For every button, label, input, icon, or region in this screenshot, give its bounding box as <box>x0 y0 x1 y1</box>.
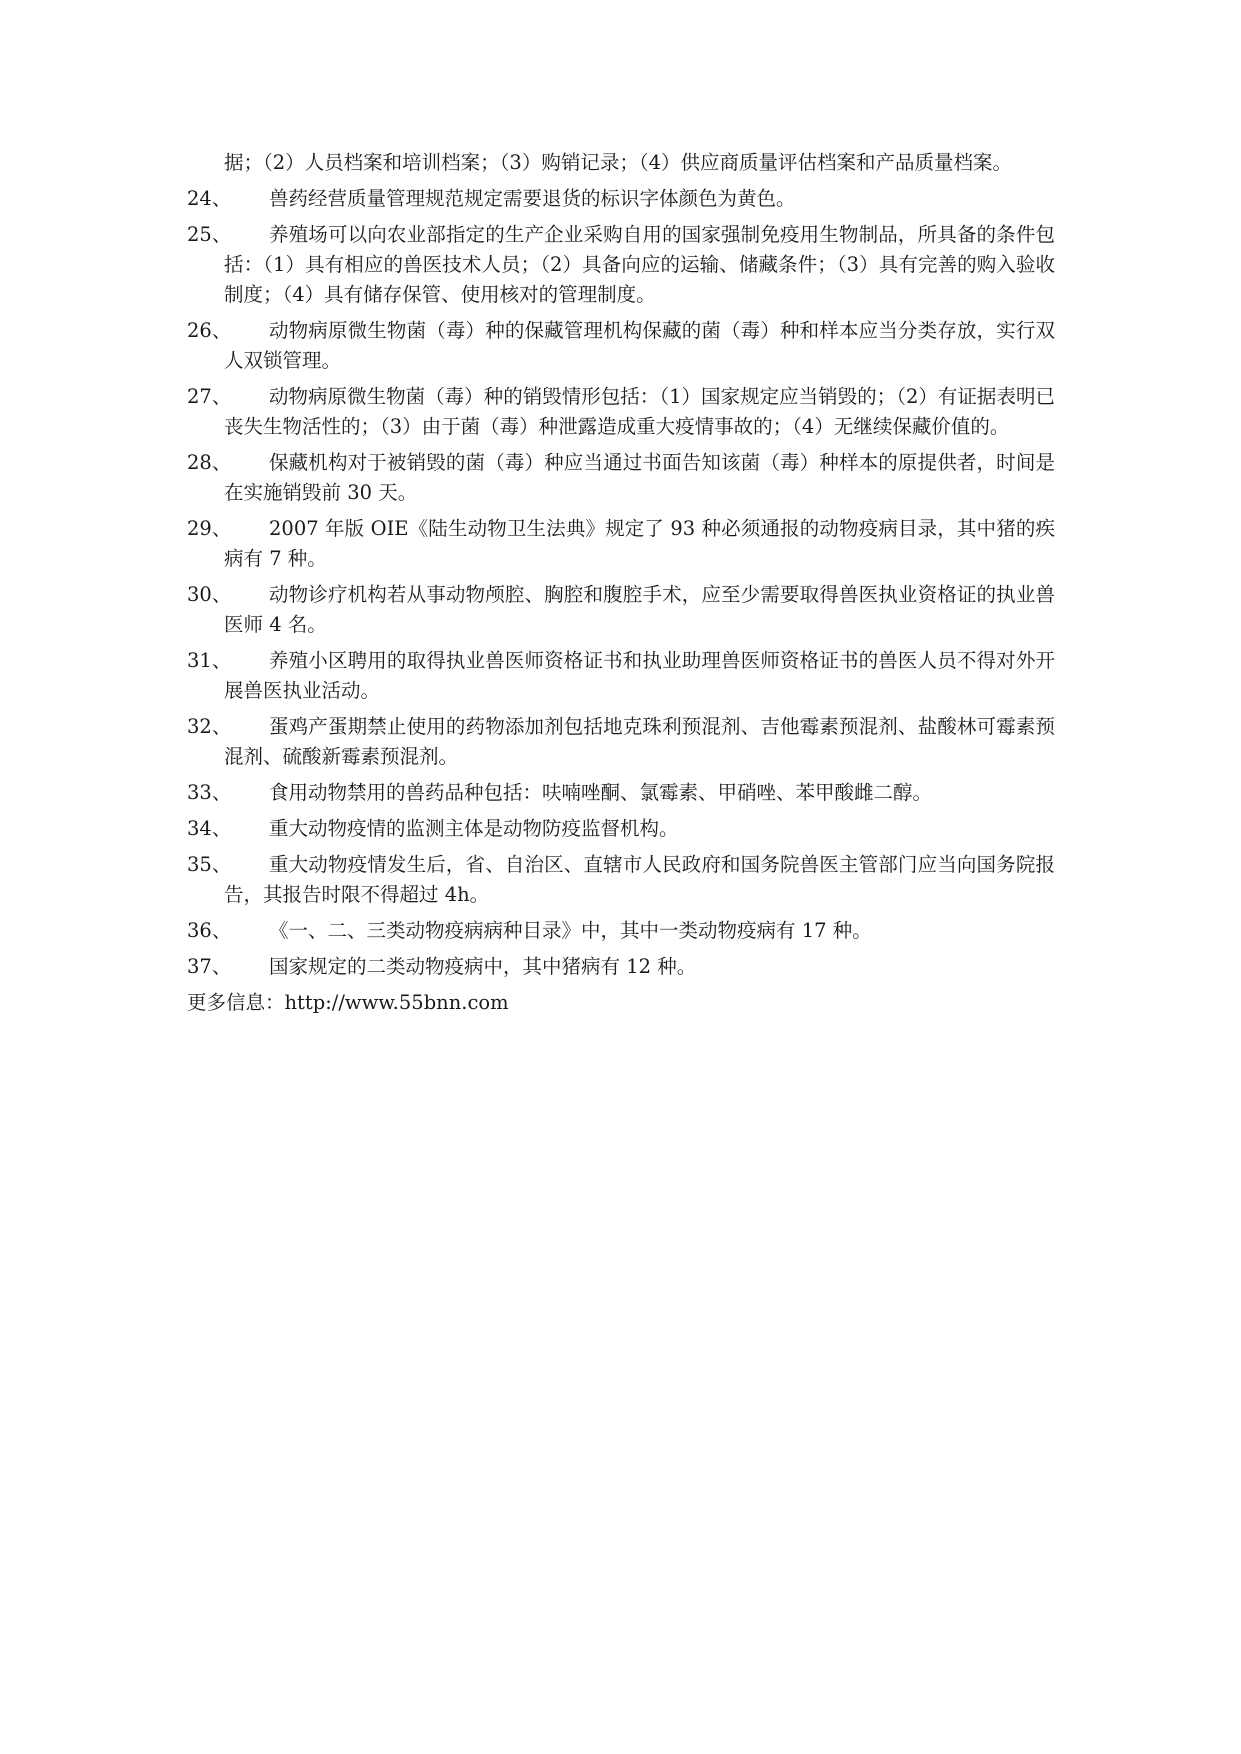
item-number: 34、 <box>187 817 232 840</box>
item-text: 动物诊疗机构若从事动物颅腔、胸腔和腹腔手术，应至少需要取得兽医执业资格证的执业兽医师 4 名。 <box>224 583 1055 636</box>
item-text: 养殖小区聘用的取得执业兽医师资格证书和执业助理兽医师资格证书的兽医人员不得对外开展兽医执业活动。 <box>224 649 1055 702</box>
item-number: 37、 <box>187 955 232 978</box>
item-number: 35、 <box>187 853 232 876</box>
item-text: 国家规定的二类动物疫病中，其中猪病有 12 种。 <box>269 955 697 978</box>
list-item <box>187 514 1055 574</box>
item-text: 兽药经营质量管理规范规定需要退货的标识字体颜色为黄色。 <box>269 187 796 210</box>
item-number: 30、 <box>187 583 232 606</box>
item-text: 重大动物疫情的监测主体是动物防疫监督机构。 <box>269 817 679 840</box>
document-body <box>187 148 1055 1018</box>
item-number: 24、 <box>187 187 232 210</box>
item-text: 重大动物疫情发生后，省、自治区、直辖市人民政府和国务院兽医主管部门应当向国务院报告，其报告时限不得超过 4h。 <box>224 853 1055 906</box>
list-item <box>187 646 1055 706</box>
item-text: 保藏机构对于被销毁的菌（毒）种应当通过书面告知该菌（毒）种样本的原提供者，时间是在实施销毁前 30 天。 <box>224 451 1055 504</box>
list-item <box>187 184 1055 214</box>
item-number: 25、 <box>187 223 232 246</box>
item-number: 36、 <box>187 919 232 942</box>
list-item <box>187 952 1055 982</box>
item-number: 32、 <box>187 715 232 738</box>
list-item <box>187 814 1055 844</box>
item-number: 26、 <box>187 319 232 342</box>
item-text: 《一、二、三类动物疫病病种目录》中，其中一类动物疫病有 17 种。 <box>269 919 872 942</box>
item-number: 29、 <box>187 517 232 540</box>
item-text: 蛋鸡产蛋期禁止使用的药物添加剂包括地克珠利预混剂、吉他霉素预混剂、盐酸林可霉素预混剂、硫酸新霉素预混剂。 <box>224 715 1055 768</box>
more-info-footer: 更多信息：http://www.55bnn.com <box>187 991 509 1014</box>
list-item <box>187 850 1055 910</box>
list-item <box>187 580 1055 640</box>
continuation-paragraph <box>187 148 1055 178</box>
continuation-text: 据；（2）人员档案和培训档案；（3）购销记录；（4）供应商质量评估档案和产品质量档案。 <box>224 151 1012 174</box>
item-text: 动物病原微生物菌（毒）种的保藏管理机构保藏的菌（毒）种和样本应当分类存放，实行双人双锁管理。 <box>224 319 1055 372</box>
list-item <box>187 712 1055 772</box>
item-number: 33、 <box>187 781 232 804</box>
list-item <box>187 778 1055 808</box>
item-number: 27、 <box>187 385 232 408</box>
list-item <box>187 448 1055 508</box>
item-text: 养殖场可以向农业部指定的生产企业采购自用的国家强制免疫用生物制品，所具备的条件包括：（1）具有相应的兽医技术人员；（2）具备向应的运输、储藏条件；（3）具有完善的购入验收制度；（4）具有储存保管、使用核对的管理制度。 <box>224 223 1055 306</box>
item-text: 2007 年版 OIE《陆生动物卫生法典》规定了 93 种必须通报的动物疫病目录，其中猪的疾病有 7 种。 <box>224 517 1055 570</box>
item-text: 食用动物禁用的兽药品种包括：呋喃唑酮、氯霉素、甲硝唑、苯甲酸雌二醇。 <box>269 781 933 804</box>
item-number: 31、 <box>187 649 232 672</box>
item-number: 28、 <box>187 451 232 474</box>
list-item <box>187 220 1055 310</box>
list-item <box>187 916 1055 946</box>
list-item <box>187 382 1055 442</box>
item-text: 动物病原微生物菌（毒）种的销毁情形包括：（1）国家规定应当销毁的；（2）有证据表明已丧失生物活性的；（3）由于菌（毒）种泄露造成重大疫情事故的；（4）无继续保藏价值的。 <box>224 385 1055 438</box>
list-item <box>187 316 1055 376</box>
